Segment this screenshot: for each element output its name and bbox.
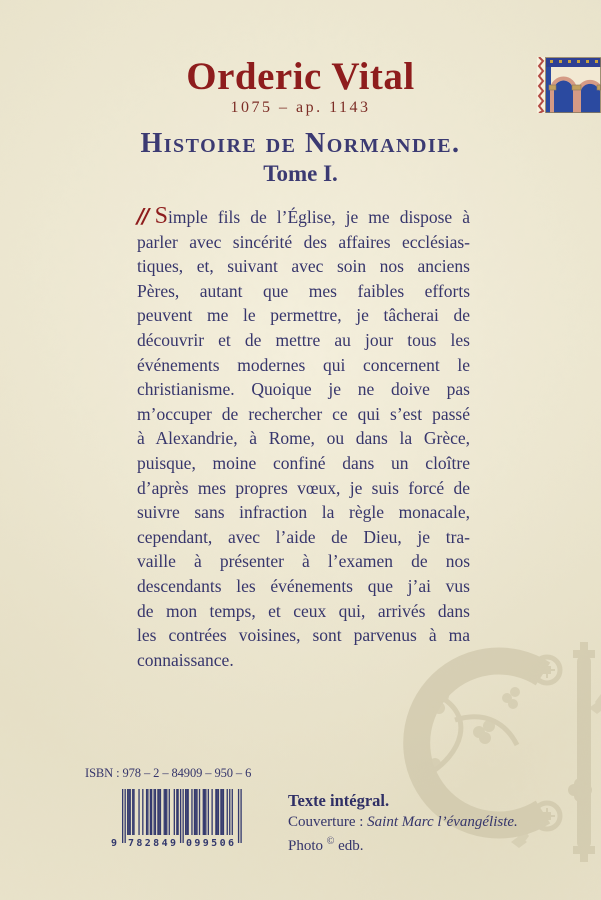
quote-line-first bbox=[137, 204, 470, 230]
quote-line: descendants les événements que j’ai vus bbox=[137, 575, 470, 596]
book-title: Histoire de Normandie. bbox=[140, 128, 461, 159]
open-quote-mark: // bbox=[137, 204, 148, 228]
back-cover-quote bbox=[137, 204, 470, 672]
quote-first-line-text: imple fils de l’Église, je me dispose à bbox=[167, 207, 470, 227]
quote-line: puisque, moine confiné dans un cloître bbox=[137, 452, 470, 473]
quote-line: tiques, et, suivant avec soin nos anciens bbox=[137, 256, 470, 277]
author-name: Orderic Vital bbox=[186, 55, 415, 98]
quote-line: découvrir et de mettre au jour tous les bbox=[137, 329, 470, 350]
isbn-text: ISBN : 978 – 2 – 84909 – 950 – 6 bbox=[85, 766, 252, 780]
quote-line: cependant, avec l’aide de Dieu, je tra- bbox=[137, 526, 470, 547]
credit-photo: Photo © edb. bbox=[288, 836, 364, 854]
credit-texte-integral: Texte intégral. bbox=[288, 791, 390, 810]
quote-line: à Alexandrie, à Rome, ou dans la Grèce, bbox=[137, 428, 470, 449]
author-dates: 1075 – ap. 1143 bbox=[230, 99, 371, 116]
barcode-digit-first: 9 bbox=[111, 838, 118, 849]
quote-line: Pères, autant que mes faibles efforts bbox=[137, 280, 470, 301]
ean13-barcode bbox=[110, 789, 250, 849]
quote-line: événements modernes qui concernent le bbox=[137, 354, 470, 375]
quote-line: connaissance. bbox=[137, 649, 234, 670]
barcode-digits-right: 099506 bbox=[186, 838, 234, 849]
credits bbox=[288, 791, 518, 857]
quote-line: m’occuper de rechercher ce qui s’est passé bbox=[137, 403, 470, 424]
quote-line: peuvent me le permettre, je tâcherai de bbox=[137, 305, 470, 326]
quote-line: de mon temps, et ceux qui, arrivés dans bbox=[137, 600, 470, 621]
quote-line: christianisme. Quoique je ne doive pas bbox=[137, 379, 470, 400]
header bbox=[0, 56, 601, 187]
drop-initial: S bbox=[154, 203, 168, 229]
credit-couverture: Couverture : Saint Marc l’évangéliste. bbox=[288, 813, 518, 830]
cover-artwork-title: Saint Marc l’évangéliste. bbox=[367, 813, 518, 830]
quote-line: suivre sans infraction la règle monacale, bbox=[137, 502, 470, 523]
volume-number: Tome I. bbox=[263, 161, 338, 186]
barcode-digits-left: 782849 bbox=[128, 838, 176, 849]
quote-line: d’après mes propres vœux, je suis forcé de bbox=[137, 477, 470, 498]
copyright-symbol: © bbox=[326, 836, 335, 847]
quote-line: les contrées voisines, sont parvenus à ma bbox=[137, 625, 470, 646]
quote-line: vaille à présenter à l’examen de nos bbox=[137, 551, 470, 572]
quote-line: parler avec sincérité des affaires ecclésias- bbox=[137, 231, 470, 252]
